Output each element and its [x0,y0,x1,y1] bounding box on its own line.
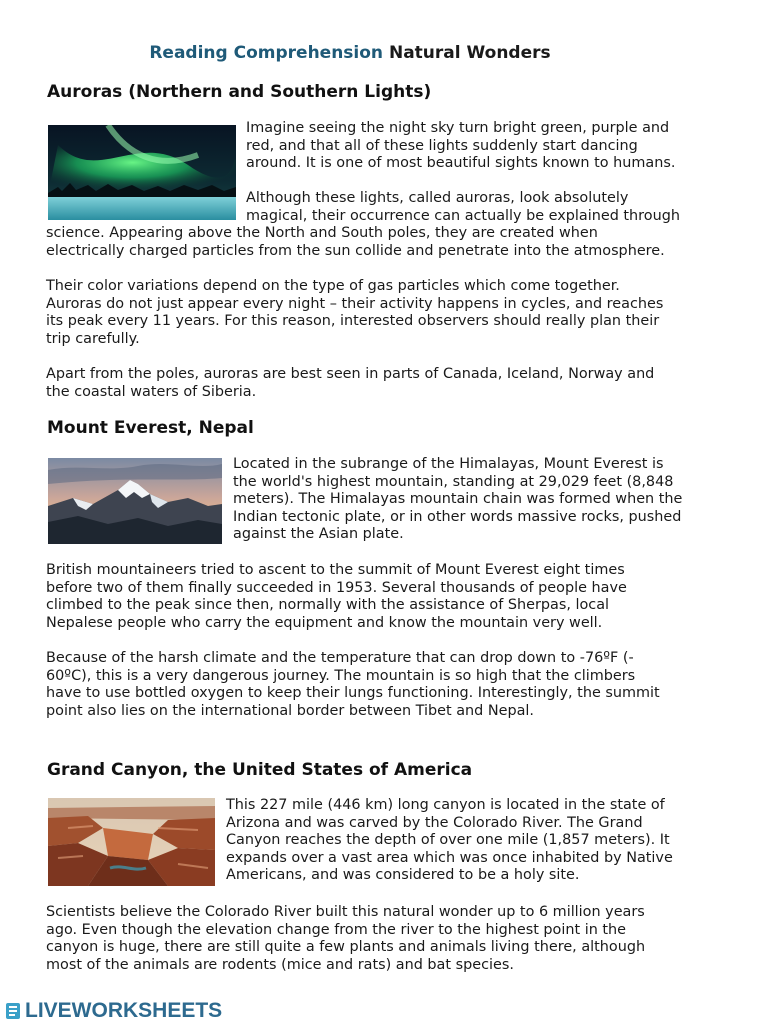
heading-everest: Mount Everest, Nepal [47,418,254,438]
text-line: climbed to the peak since then, normally with the assistance of Sherpas, local [46,597,610,614]
text-line: Apart from the poles, auroras are best seen in parts of Canada, Iceland, Norway and [46,366,655,382]
footer-brand: LIVEWORKSHEETS [25,999,223,1022]
text-line: the world's highest mountain, standing at 29,029 feet (8,848 [233,473,674,490]
text-line: ago. Even though the elevation change from the river to the highest point in the [46,921,627,938]
canyon-para1 [226,797,726,885]
auroras-para2 [46,190,726,260]
text-line: Arizona and was carved by the Colorado River. The Grand [226,814,643,831]
everest-para3 [46,650,726,720]
grand-canyon-image [48,798,215,886]
everest-image [48,458,222,544]
everest-para2 [46,562,726,632]
text-line: expands over a vast area which was once inhabited by Native [226,849,673,866]
text-line: canyon is huge, there are still quite a few plants and animals living there, although [46,939,646,956]
text-line: the coastal waters of Siberia. [46,383,257,400]
text-line: trip carefully. [46,330,140,347]
title-rest: Natural Wonders [388,43,551,63]
text-line: Americans, and was considered to be a holy site. [226,867,580,884]
text-line: have to use bottled oxygen to keep their lungs functioning. Interestingly, the summit [46,685,660,702]
text-line: British mountaineers tried to ascent to the summit of Mount Everest eight times [46,562,625,578]
heading-canyon: Grand Canyon, the United States of America [47,760,473,780]
text-line: magical, their occurrence can actually be explained through [246,207,680,224]
text-line: Nepalese people who carry the equipment and know the mountain very well. [46,614,603,631]
page-title [0,43,700,63]
text-line: before two of them finally succeeded in 1953. Several thousands of people have [46,579,627,596]
title-accent: Reading Comprehension [149,43,384,63]
text-line: around. It is one of most beautiful sights known to humans. [246,155,676,172]
canyon-para2 [46,904,726,974]
text-line: red, and that all of these lights suddenly start dancing [246,137,638,154]
text-line: Their color variations depend on the type of gas particles which come together. [46,278,620,294]
heading-auroras: Auroras (Northern and Southern Lights) [47,82,432,102]
text-line: against the Asian plate. [233,526,404,543]
liveworksheets-logo-icon [6,1001,22,1021]
auroras-para4 [46,366,726,401]
text-line: Indian tectonic plate, or in other words massive rocks, pushed [233,508,682,525]
text-line: Canyon reaches the depth of over one mile (1,857 meters). It [226,832,670,849]
everest-para1 [233,456,733,544]
text-line: its peak every 11 years. For this reason, interested observers should really plan their [46,313,660,330]
text-line: electrically charged particles from the sun collide and penetrate into the atmosphere. [46,242,665,259]
text-line: Because of the harsh climate and the temperature that can drop down to -76ºF (- [46,650,634,666]
text-line: meters). The Himalayas mountain chain was formed when the [233,491,683,508]
text-line: Scientists believe the Colorado River built this natural wonder up to 6 million years [46,904,645,920]
auroras-para3 [46,278,726,348]
text-line: Imagine seeing the night sky turn bright green, purple and [246,120,670,136]
text-line: point also lies on the international border between Tibet and Nepal. [46,702,534,719]
auroras-para1 [246,120,726,173]
text-line: This 227 mile (446 km) long canyon is located in the state of [226,797,665,813]
liveworksheets-footer [6,999,222,1023]
text-line: science. Appearing above the North and South poles, they are created when [46,225,598,242]
text-line: 60ºC), this is a very dangerous journey. The mountain is so high that the climbers [46,667,636,684]
text-line: Located in the subrange of the Himalayas, Mount Everest is [233,456,664,472]
text-line: Auroras do not just appear every night – their activity happens in cycles, and reaches [46,295,664,312]
text-line: most of the animals are rodents (mice and rats) and bat species. [46,956,514,973]
text-line: Although these lights, called auroras, look absolutely [246,190,629,206]
